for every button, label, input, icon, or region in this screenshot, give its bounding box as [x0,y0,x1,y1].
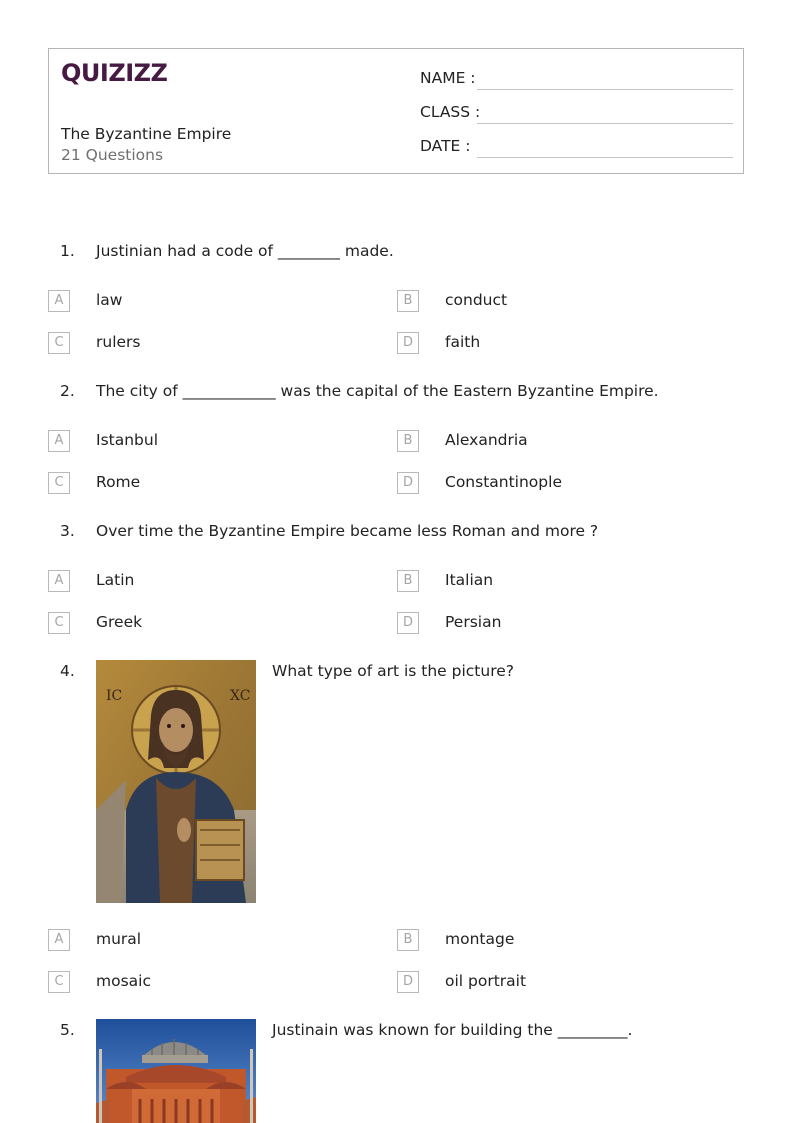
option-d-box[interactable]: D [397,332,419,354]
option-b-text: montage [445,930,515,948]
option-b-box[interactable]: B [397,929,419,951]
option-c-text: Rome [96,473,141,491]
option-a-box[interactable]: A [48,430,70,452]
option-c-box[interactable]: C [48,612,70,634]
class-label: CLASS : [420,103,481,121]
question-text: Justinain was known for building the _________. [272,1021,633,1039]
svg-text:XC: XC [230,688,251,704]
option-b-text: Italian [445,571,494,589]
option-c-text: rulers [96,333,141,351]
option-a-text: Latin [96,571,135,589]
option-d-box[interactable]: D [397,472,419,494]
option-a-box[interactable]: A [48,290,70,312]
worksheet-header [48,48,744,174]
option-a-text: law [96,291,123,309]
option-c-box[interactable]: C [48,472,70,494]
option-a-text: Istanbul [96,431,159,449]
option-c-text: Greek [96,613,143,631]
option-c-text: mosaic [96,972,151,990]
option-d-text: Persian [445,613,502,631]
option-d-box[interactable]: D [397,612,419,634]
class-field-line[interactable] [477,123,733,124]
option-d-text: Constantinople [445,473,562,491]
question-number: 5. [60,1021,75,1039]
question-text: The city of ____________ was the capital of the Eastern Byzantine Empire. [96,382,659,400]
option-a-box[interactable]: A [48,570,70,592]
option-c-box[interactable]: C [48,332,70,354]
option-b-box[interactable]: B [397,570,419,592]
option-b-box[interactable]: B [397,430,419,452]
question-number: 1. [60,242,75,260]
date-field-line[interactable] [477,157,733,158]
option-b-box[interactable]: B [397,290,419,312]
option-d-box[interactable]: D [397,971,419,993]
question-number: 3. [60,522,75,540]
question-text: What type of art is the picture? [272,662,514,680]
svg-text:IC: IC [106,688,123,704]
quizizz-logo: QUIZIZZ [61,59,168,87]
option-d-text: faith [445,333,481,351]
question-number: 4. [60,662,75,680]
worksheet-title: The Byzantine Empire [61,125,232,143]
mosaic-christ-pantocrator-image [96,660,256,903]
hagia-sophia-image [96,1019,256,1123]
date-label: DATE : [420,137,471,155]
question-text: Justinian had a code of ________ made. [96,242,394,260]
option-b-text: conduct [445,291,508,309]
name-field-line[interactable] [477,89,733,90]
question-number: 2. [60,382,75,400]
option-b-text: Alexandria [445,431,528,449]
option-d-text: oil portrait [445,972,527,990]
option-a-text: mural [96,930,142,948]
question-text: Over time the Byzantine Empire became less Roman and more ? [96,522,599,540]
option-c-box[interactable]: C [48,971,70,993]
question-count: 21 Questions [61,146,164,164]
name-label: NAME : [420,69,476,87]
option-a-box[interactable]: A [48,929,70,951]
